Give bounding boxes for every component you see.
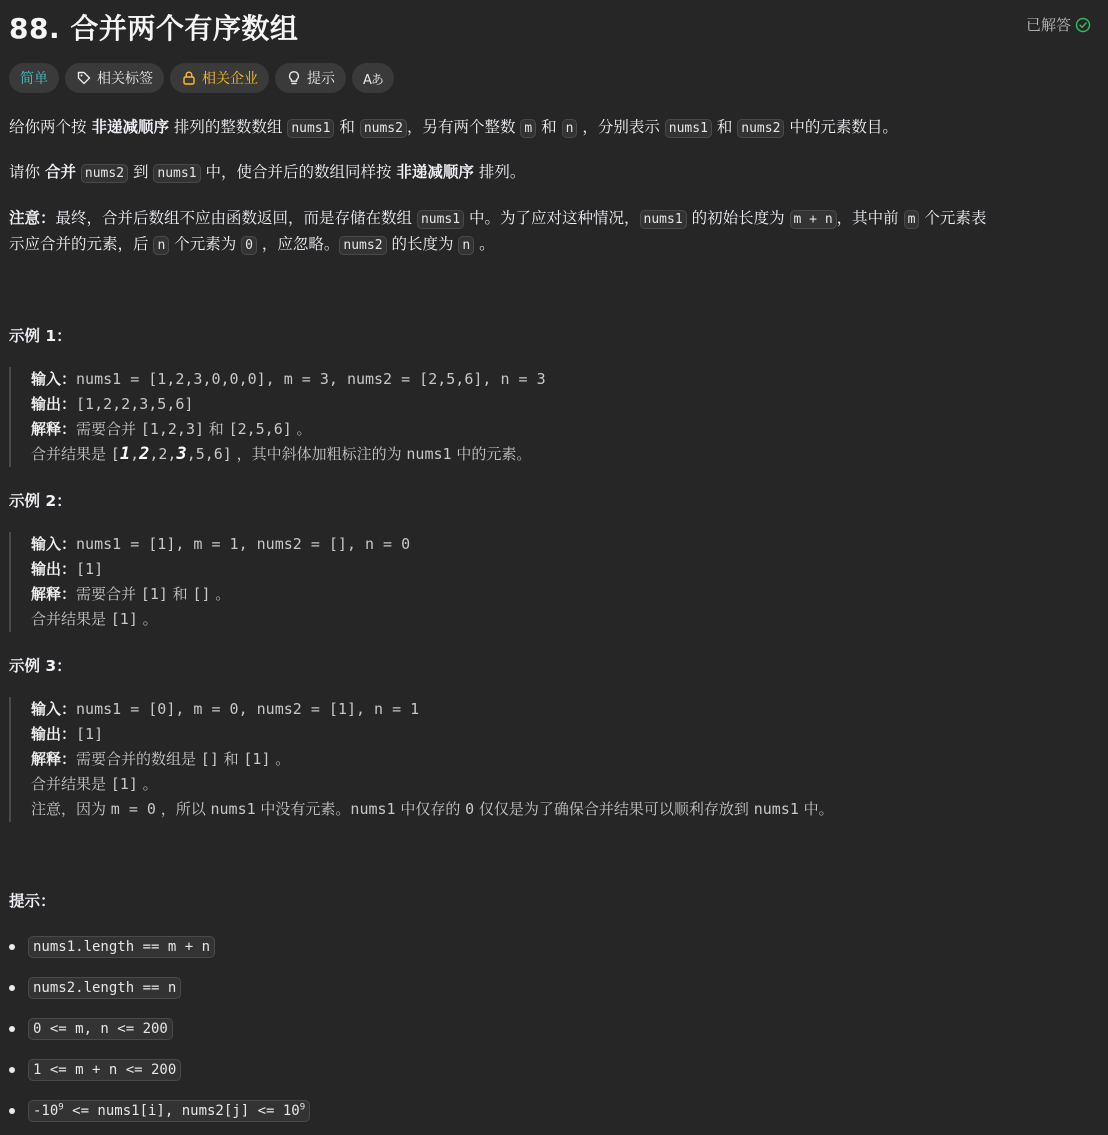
lock-icon — [181, 70, 197, 86]
inline-code: nums1 — [153, 164, 200, 183]
lightbulb-icon — [286, 70, 302, 86]
constraint-item — [9, 1057, 181, 1083]
inline-code: nums2 — [339, 236, 386, 255]
description-paragraph-1: 给你两个按 非递减顺序 排列的整数数组 nums1 和 nums2 ，另有两个整数 m 和 n ，分别表示 nums1 和 nums2 中的元素数目。 — [9, 118, 898, 136]
topics-tag-button[interactable] — [65, 63, 164, 93]
description-paragraph-2: 请你 合并 nums2 到 nums1 中，使合并后的数组同样按 非递减顺序 排列。 — [9, 163, 526, 181]
constraint-item — [9, 1016, 173, 1042]
example-3-result: 合并结果是 [1] 。 — [31, 775, 158, 793]
example-2-title: 示例 2： — [9, 492, 72, 510]
inline-code: m + n — [790, 210, 837, 229]
bullet-icon — [9, 944, 15, 950]
example-3-input: 输入：nums1 = [0], m = 0, nums2 = [1], n = 1 — [31, 700, 420, 718]
translate-button[interactable] — [352, 63, 394, 93]
example-2-output: 输出：[1] — [31, 560, 104, 578]
inline-code: n — [562, 119, 578, 138]
example-3-title: 示例 3： — [9, 657, 72, 675]
topics-tag-label: 相关标签 — [97, 71, 153, 87]
description-paragraph-3: 注意：最终，合并后数组不应由函数返回，而是存储在数组 nums1 中。为了应对这种情况， nums1 的初始长度为 m + n ，其中前 m 个元素表 示应合并的元素，后 n 个元素为 0 ，应忽略。 nums2 的长度为 n 。 — [9, 209, 987, 253]
tag-bar — [9, 63, 394, 93]
example-3-output: 输出：[1] — [31, 725, 104, 743]
bullet-icon — [9, 1026, 15, 1032]
inline-code: nums2 — [737, 119, 784, 138]
constraint-code: nums1.length == m + n — [28, 936, 215, 958]
solved-label: 已解答 — [1025, 16, 1071, 34]
example-3-block — [9, 697, 1031, 822]
constraint-code: 0 <= m, n <= 200 — [28, 1018, 173, 1040]
hint-tag-button[interactable] — [275, 63, 346, 93]
companies-tag-label: 相关企业 — [202, 71, 258, 87]
inline-code: n — [458, 236, 474, 255]
constraint-code: nums2.length == n — [28, 977, 181, 999]
example-1-title: 示例 1： — [9, 327, 72, 345]
constraint-code: 1 <= m + n <= 200 — [28, 1059, 181, 1081]
inline-code: m — [520, 119, 536, 138]
problem-description — [9, 0, 1101, 1119]
example-1-block — [9, 367, 1031, 467]
constraint-code: $-10^9$ <= nums1[i], nums2[j] <= $10^9$ — [28, 1100, 310, 1122]
hint-tag-label: 提示 — [307, 71, 335, 87]
example-2-explanation: 解释：需要合并 [1] 和 [] 。 — [31, 585, 231, 603]
bullet-icon — [9, 985, 15, 991]
title-row — [9, 0, 1101, 54]
inline-code: n — [153, 236, 169, 255]
bullet-icon — [9, 1108, 15, 1114]
inline-code: nums1 — [287, 119, 334, 138]
example-2-block — [9, 532, 1031, 632]
example-1-input: 输入：nums1 = [1,2,3,0,0,0], m = 3, nums2 = [2,5,6], n = 3 — [31, 370, 546, 388]
inline-code: nums1 — [640, 210, 687, 229]
example-1-output: 输出：[1,2,2,3,5,6] — [31, 395, 194, 413]
constraint-item — [9, 975, 181, 1001]
constraint-item — [9, 934, 215, 960]
example-2-input: 输入：nums1 = [1], m = 1, nums2 = [], n = 0 — [31, 535, 411, 553]
inline-code: 0 — [241, 236, 257, 255]
problem-title: 88. 合并两个有序数组 — [9, 12, 299, 45]
inline-code: nums1 — [665, 119, 712, 138]
inline-code: nums2 — [81, 164, 128, 183]
example-2-result: 合并结果是 [1] 。 — [31, 610, 158, 628]
constraint-item — [9, 1098, 310, 1124]
constraints-title: 提示： — [9, 892, 56, 910]
example-1-explanation: 解释：需要合并 [1,2,3] 和 [2,5,6] 。 — [31, 420, 312, 438]
example-3-explanation: 解释：需要合并的数组是 [] 和 [1] 。 — [31, 750, 291, 768]
companies-tag-button[interactable] — [170, 63, 269, 93]
inline-code: m — [904, 210, 920, 229]
difficulty-tag[interactable] — [9, 63, 59, 93]
example-1-result: 合并结果是 [1,2,2,3,5,6] ，其中斜体加粗标注的为 nums1 中的元素。 — [31, 444, 532, 464]
solved-status — [1026, 14, 1091, 35]
translate-icon: Aあ — [363, 72, 383, 88]
bullet-icon — [9, 1067, 15, 1073]
example-3-note: 注意，因为 m = 0 ，所以 nums1 中没有元素。nums1 中仅存的 0 仅仅是为了确保合并结果可以顺利存放到 nums1 中。 — [31, 800, 834, 818]
inline-code: nums1 — [417, 210, 464, 229]
tag-icon — [76, 70, 92, 86]
check-circle-icon — [1075, 17, 1091, 33]
inline-code: nums2 — [360, 119, 407, 138]
difficulty-label: 简单 — [20, 71, 48, 87]
